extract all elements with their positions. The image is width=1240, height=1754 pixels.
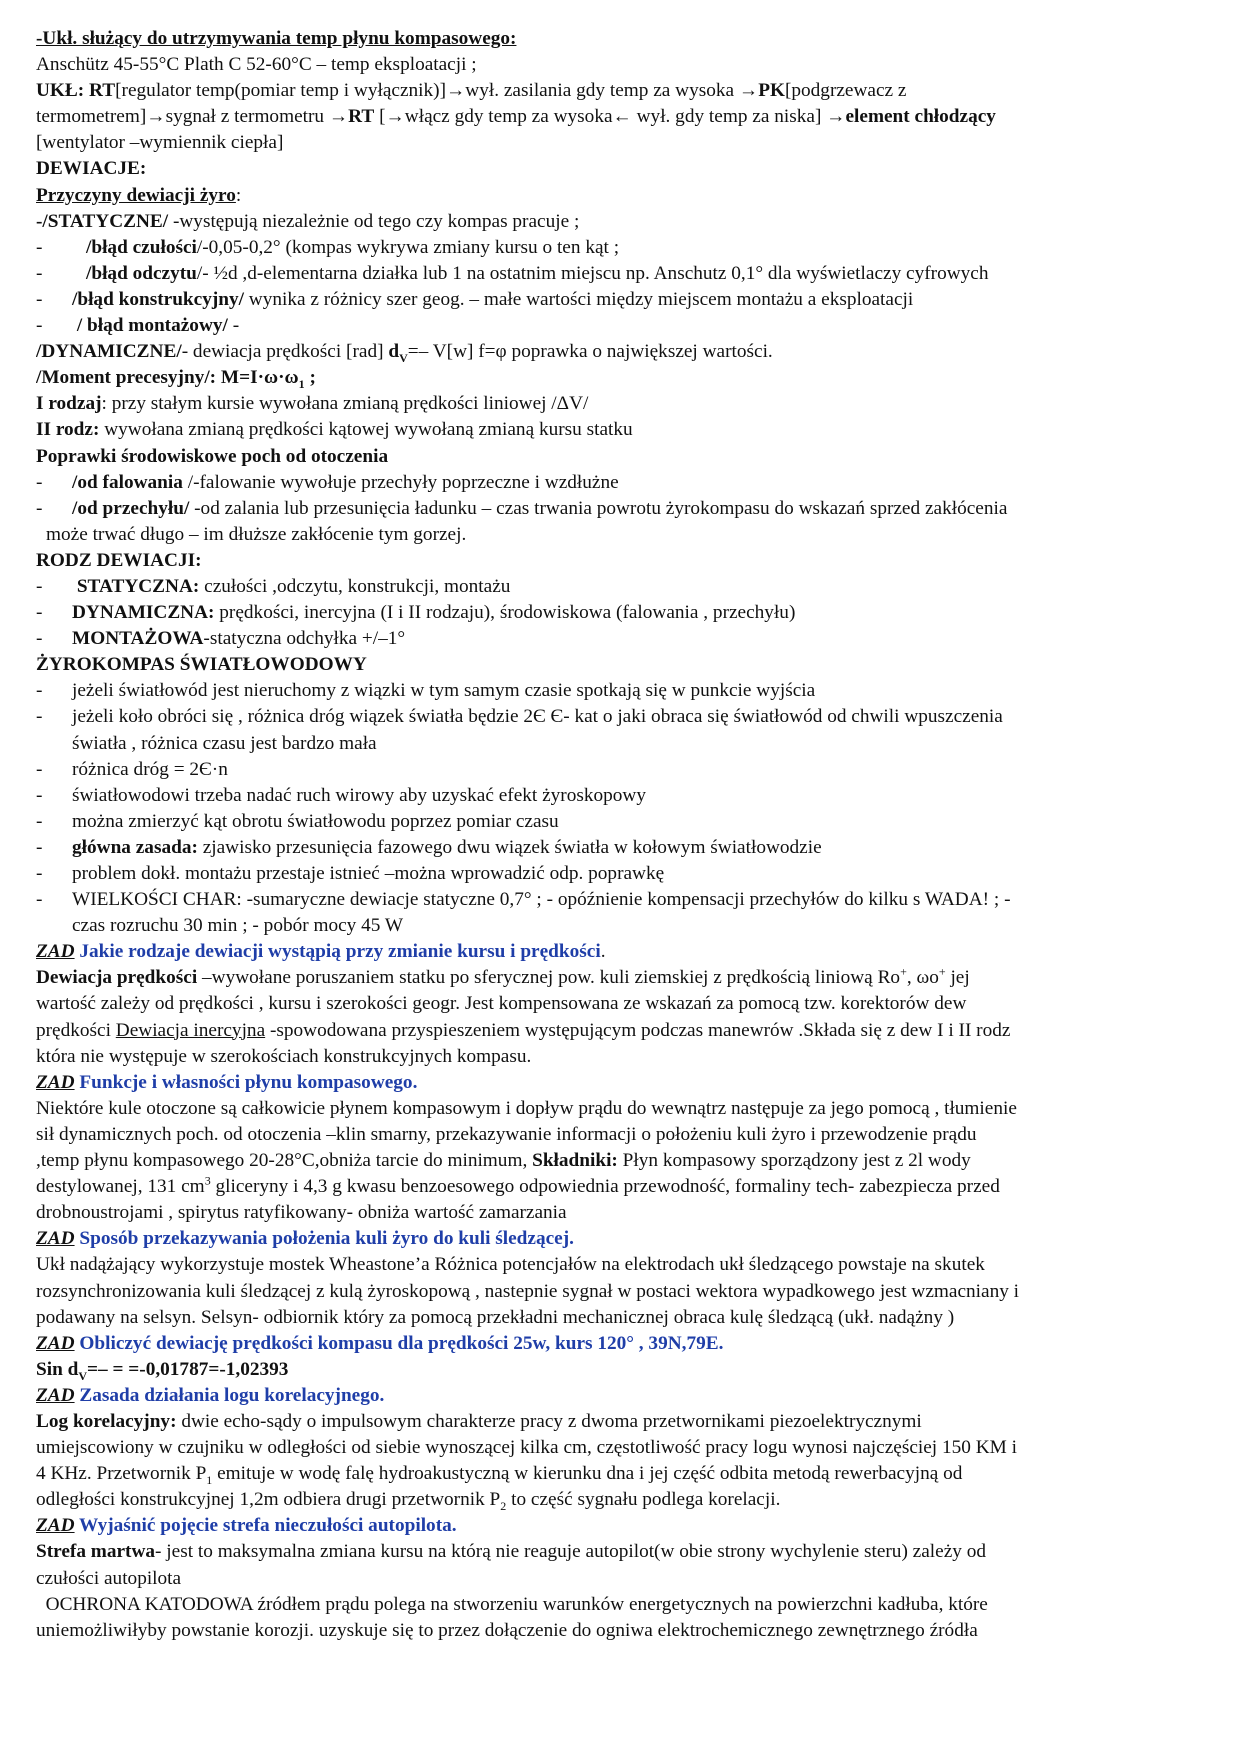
bullet-dash: - <box>36 315 43 337</box>
text-span: /Moment precesyjny/: M=I·ω·ω <box>36 367 299 389</box>
bullet-dash: - <box>36 810 43 832</box>
bold-term: I rodzaj <box>36 393 102 415</box>
text-span: ,temp płynu kompasowego 20-28°C,obniża tarcie do minimum, <box>36 1150 533 1172</box>
underlined-term: Dewiacja inercyjna <box>115 1019 266 1041</box>
list-item <box>36 470 1206 496</box>
list-item <box>36 261 1206 287</box>
text-span: termometrem]→sygnał z termometru → <box>36 106 349 128</box>
zad-label: ZAD <box>36 941 75 963</box>
text-span: gliceryny i 4,3 g kwasu benzoesowego odpowiednia przewodność, formaliny tech- zabezpiecza przed <box>210 1176 1000 1198</box>
bold-term: UKŁ: RT <box>36 80 116 102</box>
text-span: prędkości <box>36 1019 116 1041</box>
text-line <box>36 1539 1206 1565</box>
list-item <box>36 313 1206 339</box>
subscript: V <box>399 350 408 365</box>
bold-term: RT <box>348 106 375 128</box>
question-text: Funkcje i własności płynu kompasowego. <box>74 1071 418 1093</box>
list-item <box>36 235 1206 261</box>
heading-deviations: DEWIACJE: <box>36 158 147 180</box>
question-line <box>36 939 1206 965</box>
bold-term: /błąd odczytu <box>86 262 197 284</box>
list-item <box>36 287 1206 313</box>
bullet-dash: - <box>36 471 43 493</box>
text-span: wynika z różnicy szer geog. – małe wartości między miejscem montażu a eksploatacji <box>243 288 914 310</box>
text-line: sił dynamicznych poch. od otoczenia –klin smarny, przekazywanie informacji o położeniu kuli żyro i przewodzenie prądu <box>36 1123 977 1145</box>
bold-term: główna zasada: <box>72 836 198 858</box>
text-span: - <box>227 315 240 337</box>
bold-term: Dewiacja prędkości <box>36 967 198 989</box>
text-span: Płyn kompasowy sporządzony jest z 2l wody <box>617 1150 971 1172</box>
text-span: . <box>600 941 606 963</box>
text-span: WIELKOŚCI CHAR: -sumaryczne dewiacje statyczne 0,7° ; - opóźnienie kompensacji przechyłów do kilku s WADA! ; - <box>72 889 1011 911</box>
zad-label: ZAD <box>36 1384 75 1406</box>
text-span: problem dokł. montażu przestaje istnieć –można wprowadzić odp. poprawkę <box>72 863 665 884</box>
bold-term: -/STATYCZNE/ <box>36 210 169 232</box>
subscript: 2 <box>500 1499 507 1514</box>
zad-label: ZAD <box>36 1071 75 1093</box>
question-line <box>36 1383 1206 1409</box>
text-line: rozsynchronizowania kuli śledzącej z kulą żyroskopową , nastepnie sygnał w postaci wektora wypadkowego jest wzmacniany i <box>36 1280 1020 1302</box>
document-page <box>36 26 1206 1644</box>
bullet-dash: - <box>36 497 43 519</box>
text-span: czułości ,odczytu, konstrukcji, montażu <box>199 575 511 597</box>
text-line <box>36 417 1206 443</box>
text-line: uniemożliwiłyby powstanie korozji. uzyskuje się to przez dołączenie do ogniwa elektrochemicznego zewnętrznego źródła <box>36 1619 978 1641</box>
text-span: zjawisko przesunięcia fazowego dwu wiązek światła w kołowym światłowodzie <box>197 836 822 858</box>
list-item <box>36 574 1206 600</box>
bold-term: /DYNAMICZNE/ <box>36 341 182 363</box>
list-item <box>36 809 1206 835</box>
text-line <box>36 78 1206 104</box>
question-text: Zasada działania logu korelacyjnego. <box>74 1384 385 1406</box>
zad-label: ZAD <box>36 1332 75 1354</box>
text-span: jeżeli koło obróci się , różnica dróg wiązek światła będzie 2Є Є- kat o jaki obraca się światłowód od chwili wpuszczenia <box>72 706 1003 728</box>
text-line <box>36 104 1206 130</box>
text-line: czułości autopilota <box>36 1567 182 1589</box>
text-span: , ωo <box>906 967 939 989</box>
text-line: drobnoustrojami , spirytus ratyfikowany- obniża wartość zamarzania <box>36 1202 567 1224</box>
text-span: jeżeli światłowód jest nieruchomy z wiązki w tym samym czasie spotkają się w punkcie wyjścia <box>72 680 816 702</box>
superscript: + <box>900 965 907 979</box>
text-span: - jest to maksymalna zmiana kursu na którą nie reaguje autopilot(w obie strony wychylenie steru) zależy od <box>155 1541 987 1563</box>
text-span: [→włącz gdy temp za wysoka← wył. gdy temp za niska] → <box>374 106 846 128</box>
bullet-dash: - <box>36 288 43 310</box>
subscript: V <box>78 1368 88 1383</box>
list-item <box>36 704 1206 730</box>
bold-term: PK <box>758 80 785 102</box>
text-line <box>36 965 1206 991</box>
bullet-dash: - <box>36 836 43 858</box>
question-text: Wyjaśnić pojęcie strefa nieczułości autopilota. <box>74 1515 457 1537</box>
formula-line <box>36 1357 1206 1383</box>
subscript: 1 <box>298 377 305 392</box>
text-span: wywołana zmianą prędkości kątowej wywołaną zmianą kursu statku <box>99 419 633 441</box>
question-text: Jakie rodzaje dewiacji wystąpią przy zmianie kursu i prędkości <box>74 941 601 963</box>
text-line <box>36 1148 1206 1174</box>
text-line: Niektóre kule otoczone są całkowicie płynem kompasowym i dopływ prądu do wewnątrz następuje za jego pomocą , tłumienie <box>36 1097 1017 1119</box>
bullet-dash: - <box>36 784 43 806</box>
bold-term: /od przechyłu/ <box>72 497 190 519</box>
subheading: Przyczyny dewiacji żyro <box>36 184 236 206</box>
bold-term: II rodz: <box>36 419 100 441</box>
text-line: Anschütz 45-55°C Plath C 52-60°C – temp eksploatacji ; <box>36 54 477 76</box>
heading-compass-fluid-temp: -Ukł. służący do utrzymywania temp płynu kompasowego: <box>36 28 517 49</box>
text-span: destylowanej, 131 cm <box>36 1176 205 1198</box>
list-item <box>36 600 1206 626</box>
heading-causes <box>36 183 1206 209</box>
list-item <box>36 496 1206 522</box>
text-span: dwie echo-sądy o impulsowym charakterze pracy z dwoma przetwornikami piezoelektrycznymi <box>176 1410 922 1432</box>
text-span: /-falowanie wywołuje przechyły poprzeczne i wzdłużne <box>182 471 619 493</box>
bullet-dash: - <box>36 706 43 728</box>
bold-term: Log korelacyjny: <box>36 1410 177 1432</box>
text-line: wartość zależy od prędkości , kursu i szerokości geogr. Jest kompensowana ze wskazań za pomocą tzw. korektorów dew <box>36 993 967 1015</box>
question-line <box>36 1070 1206 1096</box>
list-item <box>36 678 1206 704</box>
list-item <box>36 626 1206 652</box>
question-line <box>36 1226 1206 1252</box>
text-line: OCHRONA KATODOWA źródłem prądu polega na stworzeniu warunków energetycznych na powierzchni kadłuba, które <box>36 1593 988 1615</box>
text-span: odległości konstrukcyjnej 1,2m odbiera drugi przetwornik P <box>36 1489 501 1511</box>
bullet-dash: - <box>36 628 43 650</box>
zad-label: ZAD <box>36 1228 75 1250</box>
text-span: emituje w wodę falę hydroakustyczną w kierunku dna i jej część odbita metodą rewerbacyjną od <box>212 1463 963 1485</box>
text-line <box>36 1018 1206 1044</box>
text-span: 4 KHz. Przetwornik P <box>36 1463 207 1485</box>
bullet-dash: - <box>36 680 43 702</box>
text-line <box>36 1174 1206 1200</box>
subheading: Poprawki środowiskowe poch od otoczenia <box>36 445 389 467</box>
bold-term: MONTAŻOWA <box>72 628 204 650</box>
bold-term: Składniki: <box>532 1150 618 1172</box>
text-span: różnica dróg = 2Є·n <box>72 758 228 780</box>
text-span: -statyczna odchyłka +/–1° <box>203 628 406 650</box>
text-span: Sin d <box>36 1358 79 1380</box>
text-line: podawany na selsyn. Selsyn- odbiornik który za pomocą przekładni mechanicznej obraca kulę śledzącą (ukł. nadążny ) <box>36 1306 955 1328</box>
text-line: Ukł nadążający wykorzystuje mostek Wheastone’a Różnica potencjałów na elektrodach ukł śledzącego powstaje na skutek <box>36 1254 985 1276</box>
bullet-dash: - <box>36 602 43 624</box>
superscript: 3 <box>204 1174 211 1188</box>
text-line: która nie występuje w szerokościach konstrukcyjnych kompasu. <box>36 1045 532 1067</box>
bullet-dash: - <box>36 889 43 911</box>
list-item <box>36 783 1206 809</box>
bullet-dash: - <box>36 758 43 780</box>
text-line <box>36 209 1206 235</box>
bold-term: STATYCZNA: <box>72 575 200 597</box>
text-span: -występują niezależnie od tego czy kompas pracuje ; <box>168 210 580 232</box>
text-span: prędkości, inercyjna (I i II rodzaju), środowiskowa (falowania , przechyłu) <box>214 602 796 624</box>
zad-label: ZAD <box>36 1515 75 1537</box>
bullet-dash: - <box>36 236 43 258</box>
text-line <box>36 365 1206 391</box>
text-span: -spowodowana przyspieszeniem występującym podczas manewrów .Składa się z dew I i II rodz <box>265 1019 1011 1041</box>
text-line <box>36 1409 1206 1435</box>
text-span: [podgrzewacz z <box>784 80 907 102</box>
text-span: =– V[w] f=φ poprawka o największej wartości. <box>407 341 773 363</box>
list-item <box>36 887 1206 913</box>
text-line <box>36 339 1206 365</box>
list-item <box>36 835 1206 861</box>
question-line <box>36 1513 1206 1539</box>
question-text: Obliczyć dewiację prędkości kompasu dla prędkości 25w, kurs 120° , 39N,79E. <box>74 1332 724 1354</box>
text-line <box>36 1461 1206 1487</box>
bold-term: /od falowania <box>72 471 183 493</box>
text-span: : <box>235 184 242 206</box>
superscript: + <box>938 965 946 979</box>
text-span: to część sygnału podlega korelacji. <box>506 1489 781 1511</box>
bold-term: / błąd montażowy/ <box>72 315 228 337</box>
text-span: /- ½d ,d-elementarna działka lub 1 na ostatnim miejscu np. Anschutz 0,1° dla wyświetlaczy cyfrowych <box>196 262 989 284</box>
text-span: /-0,05-0,2° (kompas wykrywa zmiany kursu o ten kąt ; <box>196 236 620 258</box>
text-span: : przy stałym kursie wywołana zmianą prędkości liniowej /ΔV/ <box>101 393 589 415</box>
bold-term: d <box>388 341 400 363</box>
bold-term: Strefa martwa <box>36 1541 156 1563</box>
text-span: =– = =-0,01787=-1,02393 <box>87 1358 289 1380</box>
bullet-dash: - <box>36 575 43 597</box>
question-text: Sposób przekazywania położenia kuli żyro do kuli śledzącej. <box>74 1228 574 1250</box>
bullet-dash: - <box>36 262 43 284</box>
text-line: [wentylator –wymiennik ciepła] <box>36 132 284 154</box>
list-item <box>36 757 1206 783</box>
text-line <box>36 1487 1206 1513</box>
bullet-dash: - <box>36 863 43 884</box>
text-line <box>36 391 1206 417</box>
bold-term: DYNAMICZNA: <box>72 602 215 624</box>
bold-term: /błąd czułości <box>86 236 197 258</box>
text-span: -od zalania lub przesunięcia ładunku – czas trwania powrotu żyrokompasu do wskazań sprzed zakłócenia <box>189 497 1008 519</box>
heading-fiber-gyrocompass: ŻYROKOMPAS ŚWIATŁOWODOWY <box>36 654 367 676</box>
bold-term: /błąd konstrukcyjny/ <box>72 288 244 310</box>
text-line: umiejscowiony w czujniku w odległości od siebie wynoszącej kilka cm, częstotliwość pracy logu wynosi najczęściej 150 KM i <box>36 1437 1017 1459</box>
subscript: 1 <box>206 1473 213 1488</box>
bold-term: element chłodzący <box>845 106 996 128</box>
text-line: światła , różnica czasu jest bardzo mała <box>72 732 377 754</box>
question-line <box>36 1331 1206 1357</box>
text-span: ; <box>304 367 316 389</box>
text-span: można zmierzyć kąt obrotu światłowodu poprzez pomiar czasu <box>72 810 559 832</box>
text-span: –wywołane poruszaniem statku po sferycznej pow. kuli ziemskiej z prędkością liniową Ro <box>197 967 901 989</box>
text-span: jej <box>945 967 970 989</box>
heading-deviation-types: RODZ DEWIACJI: <box>36 549 202 571</box>
text-line: może trwać długo – im dłuższe zakłócenie tym gorzej. <box>46 523 467 545</box>
text-line: czas rozruchu 30 min ; - pobór mocy 45 W <box>72 915 404 937</box>
text-span: [regulator temp(pomiar temp i wyłącznik)]→wył. zasilania gdy temp za wysoka → <box>115 80 759 102</box>
text-span: - dewiacja prędkości [rad] <box>181 341 389 363</box>
list-item <box>36 861 1206 887</box>
text-span: światłowodowi trzeba nadać ruch wirowy aby uzyskać efekt żyroskopowy <box>72 784 646 806</box>
